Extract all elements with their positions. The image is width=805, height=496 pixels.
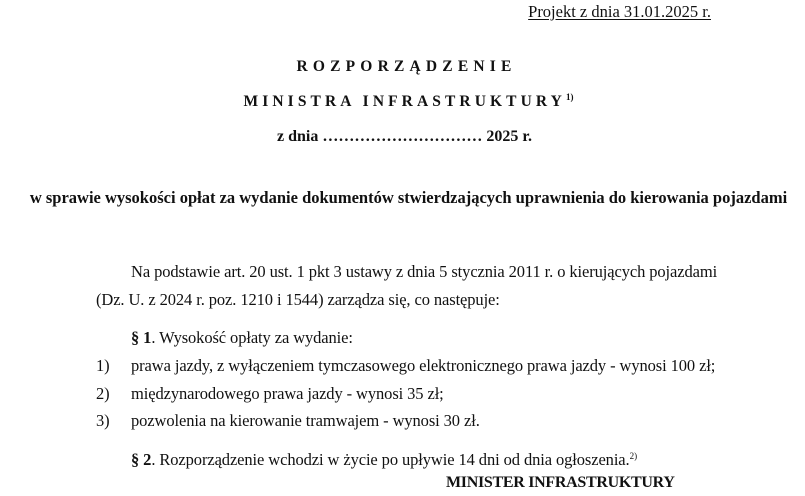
issue-date-line: z dnia ………………………… 2025 r.: [277, 128, 532, 145]
section-1-intro: [131, 328, 353, 348]
document-type-heading: ROZPORZĄDZENIE: [296, 58, 517, 75]
preamble-line-2: (Dz. U. z 2024 r. poz. 1210 i 1544) zarządza się, co następuje:: [96, 290, 500, 309]
regulation-subject: w sprawie wysokości opłat za wydanie dokumentów stwierdzających uprawnienia do kierowania pojazdami: [29, 188, 788, 207]
list-item-text: pozwolenia na kierowanie tramwajem - wynosi 30 zł.: [131, 411, 480, 430]
section-1-intro-text: . Wysokość opłaty za wydanie:: [151, 328, 353, 347]
footnote-ref-2: 2): [629, 451, 638, 461]
signature-block: MINISTER INFRASTRUKTURY: [446, 474, 675, 491]
preamble-line-1: Na podstawie art. 20 ust. 1 pkt 3 ustawy z dnia 5 stycznia 2011 r. o kierujących pojazdami: [131, 262, 718, 281]
section-2: [131, 450, 637, 470]
list-item-number: 3): [96, 411, 110, 430]
section-2-mark: § 2: [131, 450, 152, 469]
project-date: Projekt z dnia 31.01.2025 r.: [528, 2, 711, 21]
list-item-text: międzynarodowego prawa jazdy - wynosi 35 zł;: [131, 384, 444, 403]
section-1-mark: § 1: [131, 328, 152, 347]
list-item-number: 1): [96, 356, 110, 375]
list-item-text: prawa jazdy, z wyłączeniem tymczasowego elektronicznego prawa jazdy - wynosi 100 zł;: [131, 356, 716, 375]
footnote-ref-1: 1): [565, 92, 574, 102]
issuing-authority-text: MINISTRA INFRASTRUKTURY: [243, 93, 566, 110]
list-item-number: 2): [96, 384, 110, 403]
issuing-authority-heading: [0, 92, 805, 111]
section-2-text: . Rozporządzenie wchodzi w życie po upływie 14 dni od dnia ogłoszenia.: [151, 450, 630, 469]
